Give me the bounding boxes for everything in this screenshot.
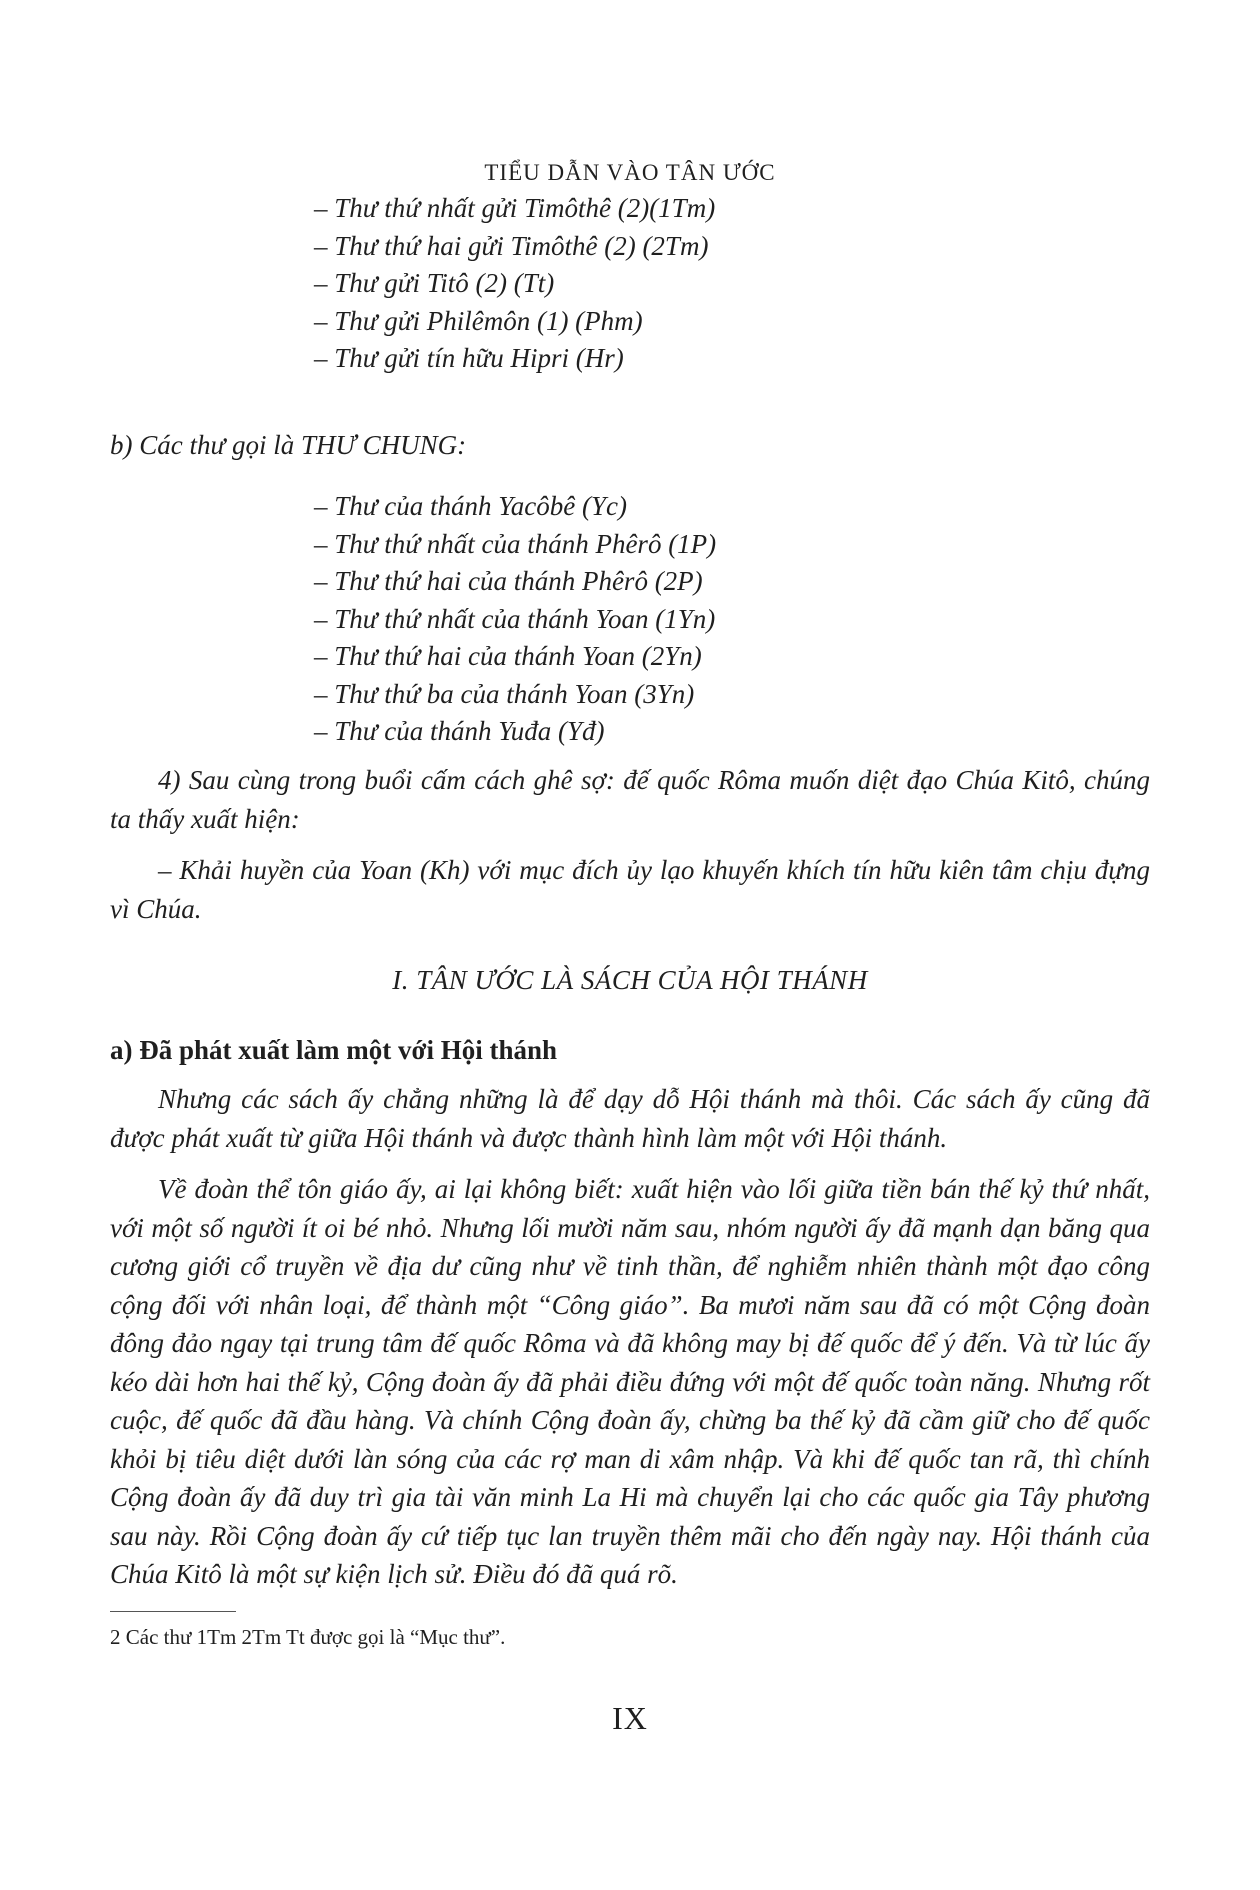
list-item: – Thư của thánh Yuđa (Yđ)	[314, 716, 605, 746]
list-item: – Thư gửi Philêmôn (1) (Phm)	[314, 305, 643, 336]
subheading-a: a) Đã phát xuất làm một với Hội thánh	[110, 1035, 557, 1065]
paragraph-origin: Nhưng các sách ấy chẳng những là để dạy dỗ Hội thánh mà thôi. Các sách ấy cũng đã được phát xuất từ giữa Hội thánh và được thành hình làm một với Hội thánh.	[110, 1084, 1150, 1153]
paragraph-persecution: 4) Sau cùng trong buổi cấm cách ghê sợ: đế quốc Rôma muốn diệt đạo Chúa Kitô, chúng ta thấy xuất hiện:	[110, 765, 1150, 834]
list-item: – Thư thứ hai của thánh Yoan (2Yn)	[314, 641, 702, 671]
section-heading: I. TÂN ƯỚC LÀ SÁCH CỦA HỘI THÁNH	[392, 965, 868, 995]
paragraph-revelation: – Khải huyền của Yoan (Kh) với mục đích ủy lạo khuyến khích tín hữu kiên tâm chịu đựng vì Chúa.	[110, 855, 1150, 924]
list-item: – Thư gửi Titô (2) (Tt)	[314, 268, 555, 298]
footnote: 2 Các thư 1Tm 2Tm Tt được gọi là “Mục thư”.	[110, 1625, 506, 1649]
list-item: – Thư thứ hai gửi Timôthê (2) (2Tm)	[314, 230, 709, 261]
page-number: IX	[612, 1700, 648, 1736]
pastoral-letters-list	[314, 190, 715, 378]
list-item: – Thư của thánh Yacôbê (Yc)	[314, 491, 627, 521]
footnote-divider	[110, 1611, 236, 1612]
paragraph-history: Về đoàn thể tôn giáo ấy, ai lại không biết: xuất hiện vào lối giữa tiền bán thế kỷ thứ nhất, với một số người ít oi bé nhỏ. Nhưng lối mười năm sau, nhóm người ấy đã mạnh dạn băng qua cương giới cổ truyền về địa dư cũng như về tinh thần, để nghiễm nhiên thành một đạo công cộng đối với nhân loại, để thành một “Công giáo”. Ba mươi năm sau đã có một Cộng đoàn đông đảo ngay tại trung tâm đế quốc Rôma và đã không may bị đế quốc để ý đến. Và từ lúc ấy kéo dài hơn hai thế kỷ, Cộng đoàn ấy đã phải điều đứng với một đế quốc toàn năng. Nhưng rốt cuộc, đế quốc đã đầu hàng. Và chính Cộng đoàn ấy, chừng ba thế kỷ đã cầm giữ cho đế quốc khỏi bị tiêu diệt dưới làn sóng của các rợ man di xâm nhập. Và khi đế quốc tan rã, thì chính Cộng đoàn ấy đã duy trì gia tài văn minh La Hi mà chuyển lại cho các quốc gia Tây phương sau này. Rồi Cộng đoàn ấy cứ tiếp tục lan truyền thêm mãi cho đến ngày nay. Hội thánh của Chúa Kitô là một sự kiện lịch sử. Điều đó đã quá rõ.	[110, 1174, 1150, 1589]
list-item: – Thư thứ nhất gửi Timôthê (2)(1Tm)	[314, 193, 716, 223]
list-item: – Thư gửi tín hữu Hipri (Hr)	[314, 343, 624, 373]
list-item: – Thư thứ hai của thánh Phêrô (2P)	[314, 566, 703, 596]
list-item: – Thư thứ ba của thánh Yoan (3Yn)	[314, 678, 695, 709]
running-head: TIỂU DẪN VÀO TÂN ƯỚC	[484, 160, 776, 185]
list-item: – Thư thứ nhất của thánh Phêrô (1P)	[314, 528, 717, 559]
subsection-b-label: b) Các thư gọi là THƯ CHUNG:	[110, 430, 467, 460]
list-item: – Thư thứ nhất của thánh Yoan (1Yn)	[314, 603, 716, 634]
general-letters-list	[314, 488, 716, 751]
